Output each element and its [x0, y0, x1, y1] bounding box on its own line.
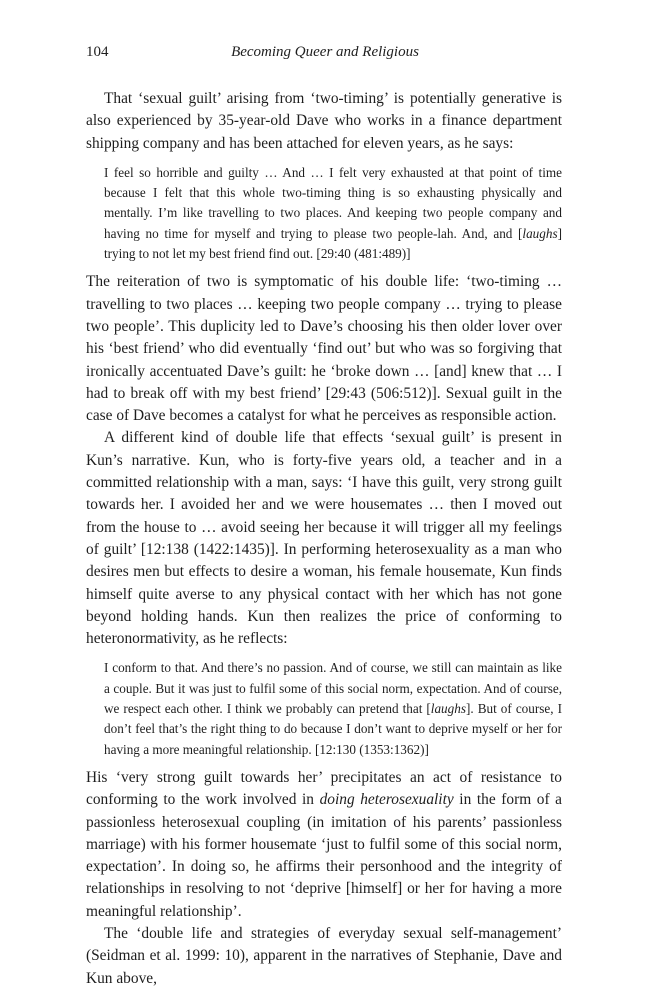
paragraph-text: His ‘very strong guilt towards her’ precipitates an act of resistance to conforming to the work involved in	[86, 768, 562, 809]
running-title: Becoming Queer and Religious	[231, 44, 419, 60]
paragraph-5: The ‘double life and strategies of everyday sexual self-management’ (Seidman et al. 1999: 10), apparent in the narratives of Stephanie, Dave and Kun above,	[86, 924, 562, 987]
paragraph-2: The reiteration of two is symptomatic of his double life: ‘two-timing … travelling to two places … keeping two people company … trying to please two people’. This duplicity led to Dave’s choosing his then older lover over his ‘best friend’ who did eventually ‘find out’ but who was so forgiving that ironically accentuated Dave’s guilt: he ‘broke down … [and] knew that … I had to break off with my best friend’ [29:43 (506:512)]. Sexual guilt in the case of Dave becomes a catalyst for what he perceives as responsible action.	[86, 273, 562, 425]
block-quote-dave	[104, 163, 562, 264]
quote-text: ]. But of course, I don’t feel that’s the right thing to do because I don’t want to deprive myself or her for having a more meaningful relationship. [12:130 (1353:1362)]	[104, 701, 562, 757]
quote-text: I feel so horrible and guilty … And … I felt very exhausted at that point of time because I felt that this whole two-timing thing is so exhausting physically and mentally. I’m like travelling to two places. And keeping two people company and having no time for myself and trying to please two people-lah. And, and [	[104, 164, 562, 241]
quote-text: ] trying to not let my best friend find out. [29:40 (481:489)]	[104, 225, 562, 262]
page-number: 104	[86, 44, 109, 60]
body-text	[86, 88, 562, 990]
paragraph-1: That ‘sexual guilt’ arising from ‘two-timing’ is potentially generative is also experienced by 35-year-old Dave who works in a finance department shipping company and has been attached for eleven years, as he says:	[86, 90, 562, 152]
quote-text: I conform to that. And there’s no passion. And of course, we still can maintain as like a couple. But it was just to fulfil some of this social norm, expectation. And of course, we respect each other. I think we probably can pretend that [	[104, 660, 562, 717]
paragraph-4	[86, 767, 562, 923]
paragraph-emphasis: doing heterosexuality	[319, 791, 454, 809]
paragraph-text: in the form of a passionless heterosexual coupling (in imitation of his parents’ passionless marriage) with his former housemate ‘just to fulfil some of this social norm, expectation’. In doing so, he affirms their personhood and the integrity of relationships in resolving to not ‘deprive [himself] or her for having a more meaningful relationship’.	[86, 791, 562, 920]
block-quote-kun	[104, 658, 562, 759]
quote-emphasis: laughs	[430, 701, 466, 717]
quote-emphasis: laughs	[522, 225, 558, 241]
running-header	[86, 44, 564, 66]
paragraph-3: A different kind of double life that effects ‘sexual guilt’ is present in Kun’s narrative. Kun, who is forty-five years old, a teacher and in a committed relationship with a man, says: ‘I have this guilt, very strong guilt towards her. I avoided her and we were housemates … then I moved out from the house to … avoid seeing her because it will trigger all my feelings of guilt’ [12:138 (1422:1435)]. In performing heterosexuality as a man who desires men but effects to desire a woman, his female housemate, Kun finds himself quite averse to any physical contact with her which has not gone beyond holding hands. Kun then realizes the price of conforming to heteronormativity, as he reflects:	[86, 429, 562, 648]
